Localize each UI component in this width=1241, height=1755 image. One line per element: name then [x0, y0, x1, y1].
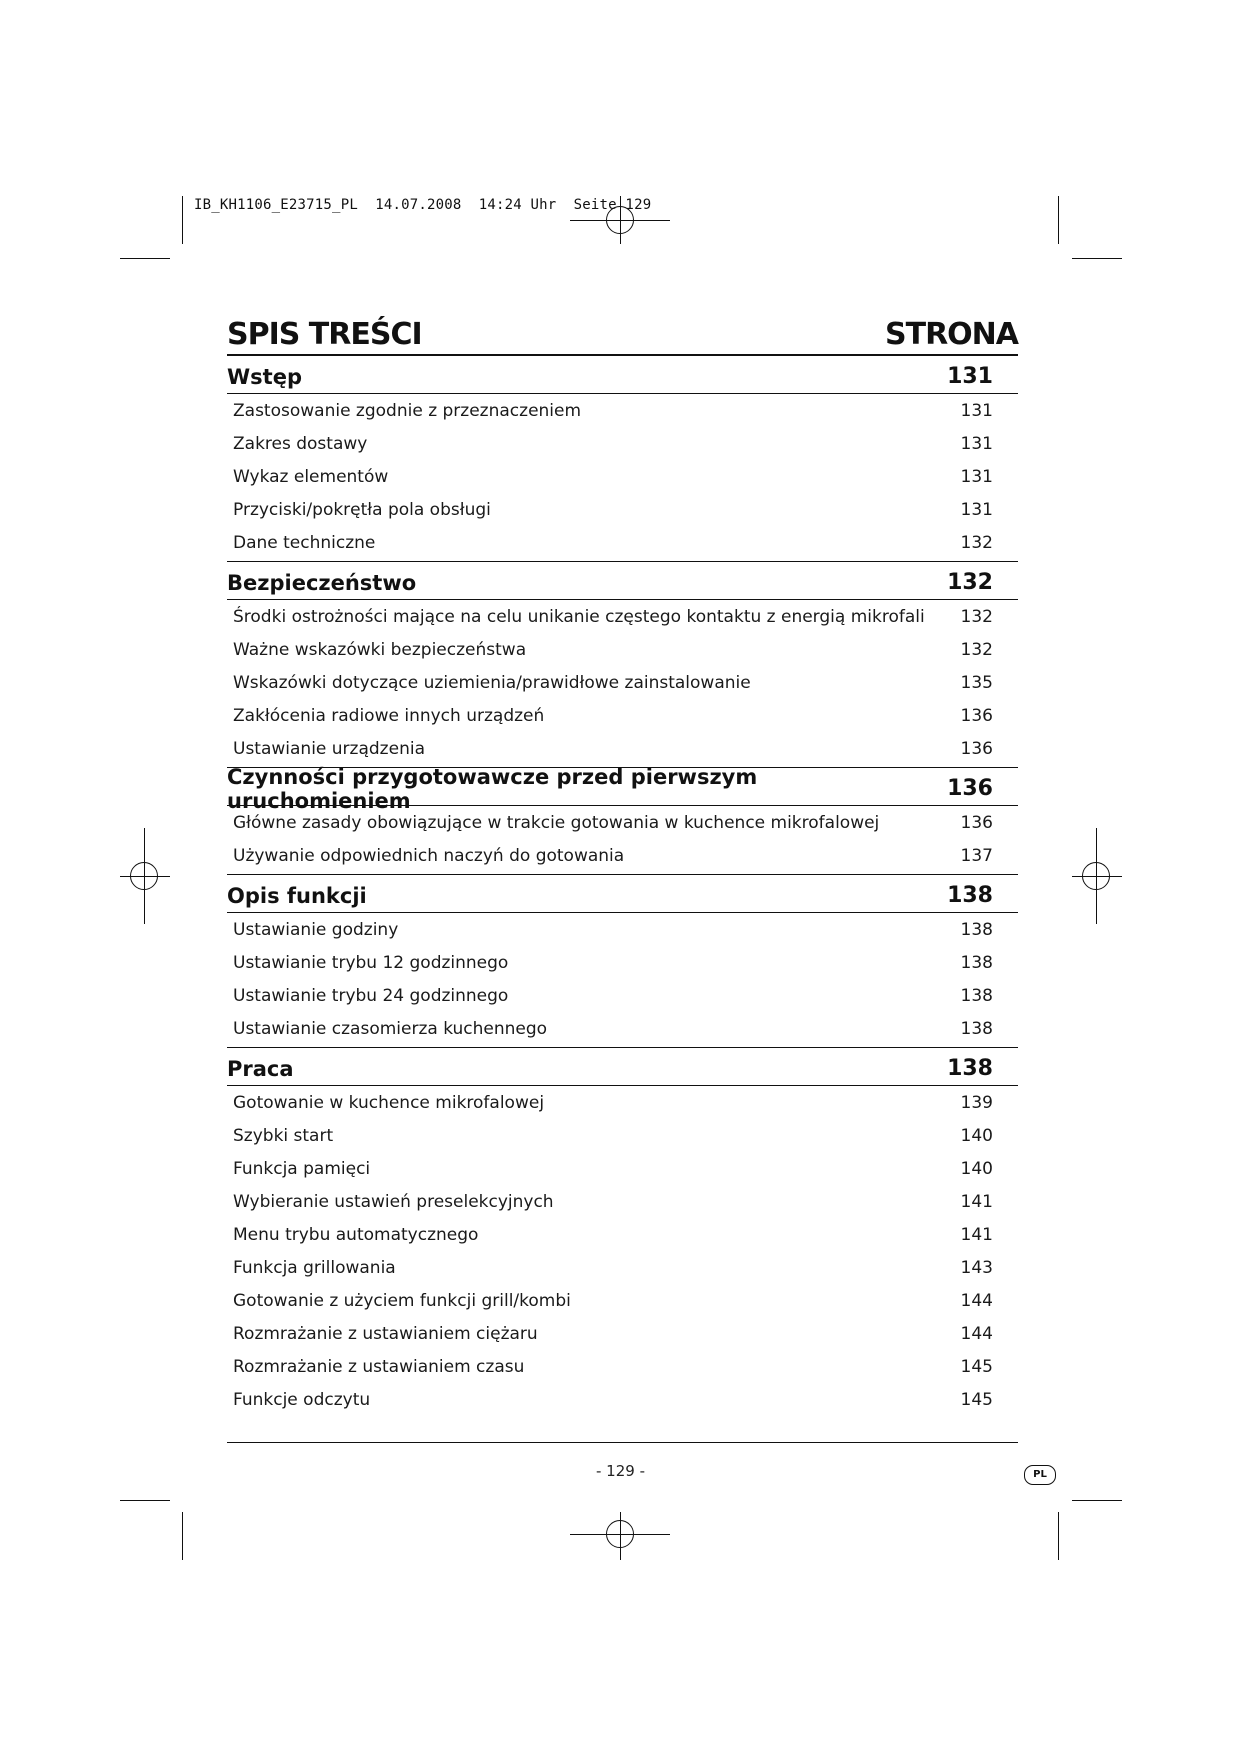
toc-entry[interactable]	[227, 946, 1018, 979]
section-title: Bezpieczeństwo	[227, 570, 417, 595]
toc-entry[interactable]	[227, 979, 1018, 1012]
section-heading[interactable]	[227, 566, 1018, 600]
print-slug: IB_KH1106_E23715_PL 14.07.2008 14:24 Uhr Seite 129	[194, 197, 652, 213]
section-title: Praca	[227, 1056, 294, 1081]
bottom-rule	[227, 1442, 1018, 1443]
toc-entry[interactable]	[227, 732, 1018, 765]
toc-section	[227, 764, 1018, 875]
entry-page: 145	[960, 1389, 993, 1410]
entry-page: 131	[960, 433, 993, 454]
entry-label: Wybieranie ustawień preselekcyjnych	[233, 1191, 554, 1212]
entry-page: 136	[960, 812, 993, 833]
table-of-contents	[227, 318, 1018, 1418]
entry-page: 143	[960, 1257, 993, 1278]
entry-label: Rozmrażanie z ustawianiem czasu	[233, 1356, 525, 1377]
entry-page: 141	[960, 1224, 993, 1245]
section-page: 136	[947, 776, 993, 801]
crop-mark	[182, 1512, 183, 1560]
section-heading[interactable]	[227, 764, 1018, 813]
entry-page: 132	[960, 606, 993, 627]
toc-entry[interactable]	[227, 839, 1018, 872]
toc-entry[interactable]	[227, 460, 1018, 493]
entry-page: 144	[960, 1323, 993, 1344]
toc-entry[interactable]	[227, 493, 1018, 526]
entry-label: Zakres dostawy	[233, 433, 368, 454]
entry-label: Rozmrażanie z ustawianiem ciężaru	[233, 1323, 538, 1344]
entry-label: Ustawianie urządzenia	[233, 738, 425, 759]
entry-page: 135	[960, 672, 993, 693]
entry-page: 131	[960, 499, 993, 520]
entry-label: Szybki start	[233, 1125, 334, 1146]
entry-page: 132	[960, 639, 993, 660]
toc-entry[interactable]	[227, 1317, 1018, 1350]
entry-label: Ustawianie godziny	[233, 919, 399, 940]
entry-label: Używanie odpowiednich naczyń do gotowania	[233, 845, 625, 866]
toc-entry[interactable]	[227, 1119, 1018, 1152]
entry-label: Zakłócenia radiowe innych urządzeń	[233, 705, 545, 726]
entry-page: 138	[960, 1018, 993, 1039]
page-number: - 129 -	[596, 1462, 645, 1480]
crop-mark	[120, 258, 170, 259]
entry-label: Funkcje odczytu	[233, 1389, 371, 1410]
toc-section	[227, 360, 1018, 562]
toc-entry[interactable]	[227, 394, 1018, 427]
toc-entry[interactable]	[227, 1218, 1018, 1251]
toc-section	[227, 879, 1018, 1048]
entry-page: 140	[960, 1158, 993, 1179]
section-page: 131	[947, 364, 993, 389]
entry-label: Zastosowanie zgodnie z przeznaczeniem	[233, 400, 582, 421]
entry-page: 138	[960, 919, 993, 940]
crop-mark	[1072, 1500, 1122, 1501]
toc-entry[interactable]	[227, 1350, 1018, 1383]
registration-circle	[130, 862, 158, 890]
entry-label: Gotowanie z użyciem funkcji grill/kombi	[233, 1290, 571, 1311]
toc-entry[interactable]	[227, 526, 1018, 559]
section-heading[interactable]	[227, 360, 1018, 394]
entry-label: Ustawianie trybu 12 godzinnego	[233, 952, 509, 973]
section-page: 132	[947, 570, 993, 595]
entry-label: Funkcja grillowania	[233, 1257, 396, 1278]
toc-entry[interactable]	[227, 1012, 1018, 1045]
language-badge: PL	[1024, 1465, 1056, 1485]
entry-label: Dane techniczne	[233, 532, 376, 553]
toc-entry[interactable]	[227, 1251, 1018, 1284]
entry-label: Środki ostrożności mające na celu unikanie częstego kontaktu z energią mikrofali	[233, 606, 925, 627]
entry-label: Ustawianie czasomierza kuchennego	[233, 1018, 548, 1039]
toc-section	[227, 566, 1018, 768]
crop-mark	[1058, 196, 1059, 244]
registration-circle	[1082, 862, 1110, 890]
entry-page: 144	[960, 1290, 993, 1311]
entry-page: 139	[960, 1092, 993, 1113]
registration-circle	[606, 1520, 634, 1548]
entry-page: 132	[960, 532, 993, 553]
entry-label: Wykaz elementów	[233, 466, 389, 487]
toc-entry[interactable]	[227, 699, 1018, 732]
entry-page: 140	[960, 1125, 993, 1146]
entry-label: Menu trybu automatycznego	[233, 1224, 479, 1245]
entry-label: Ustawianie trybu 24 godzinnego	[233, 985, 509, 1006]
toc-entry[interactable]	[227, 1284, 1018, 1317]
entry-label: Ważne wskazówki bezpieczeństwa	[233, 639, 527, 660]
crop-mark	[120, 1500, 170, 1501]
entry-page: 131	[960, 466, 993, 487]
entry-page: 138	[960, 952, 993, 973]
toc-sections	[227, 360, 1018, 1418]
entry-page: 145	[960, 1356, 993, 1377]
crop-mark	[182, 196, 183, 244]
section-page: 138	[947, 883, 993, 908]
toc-section	[227, 1052, 1018, 1418]
entry-label: Wskazówki dotyczące uziemienia/prawidłowe zainstalowanie	[233, 672, 751, 693]
toc-header	[227, 318, 1018, 356]
crop-mark	[1072, 258, 1122, 259]
toc-entry[interactable]	[227, 1152, 1018, 1185]
section-title: Wstęp	[227, 364, 302, 389]
entry-label: Główne zasady obowiązujące w trakcie gotowania w kuchence mikrofalowej	[233, 812, 880, 833]
entry-page: 136	[960, 705, 993, 726]
entry-page: 138	[960, 985, 993, 1006]
toc-entry[interactable]	[227, 913, 1018, 946]
section-heading[interactable]	[227, 879, 1018, 913]
toc-entry[interactable]	[227, 1185, 1018, 1218]
toc-entry[interactable]	[227, 633, 1018, 666]
section-page: 138	[947, 1056, 993, 1081]
crop-mark	[1058, 1512, 1059, 1560]
section-title: Czynności przygotowawcze przed pierwszym uruchomieniem	[227, 764, 758, 813]
entry-page: 131	[960, 400, 993, 421]
section-heading[interactable]	[227, 1052, 1018, 1086]
toc-entry[interactable]	[227, 1383, 1018, 1416]
toc-entry[interactable]	[227, 666, 1018, 699]
entry-label: Funkcja pamięci	[233, 1158, 371, 1179]
entry-label: Gotowanie w kuchence mikrofalowej	[233, 1092, 545, 1113]
entry-label: Przyciski/pokrętła pola obsługi	[233, 499, 491, 520]
entry-page: 136	[960, 738, 993, 759]
section-title: Opis funkcji	[227, 883, 367, 908]
toc-page-label: STRONA	[885, 317, 1018, 352]
toc-entry[interactable]	[227, 427, 1018, 460]
toc-title: SPIS TREŚCI	[227, 317, 422, 352]
entry-page: 137	[960, 845, 993, 866]
entry-page: 141	[960, 1191, 993, 1212]
toc-entry[interactable]	[227, 1086, 1018, 1119]
toc-entry[interactable]	[227, 600, 1018, 633]
